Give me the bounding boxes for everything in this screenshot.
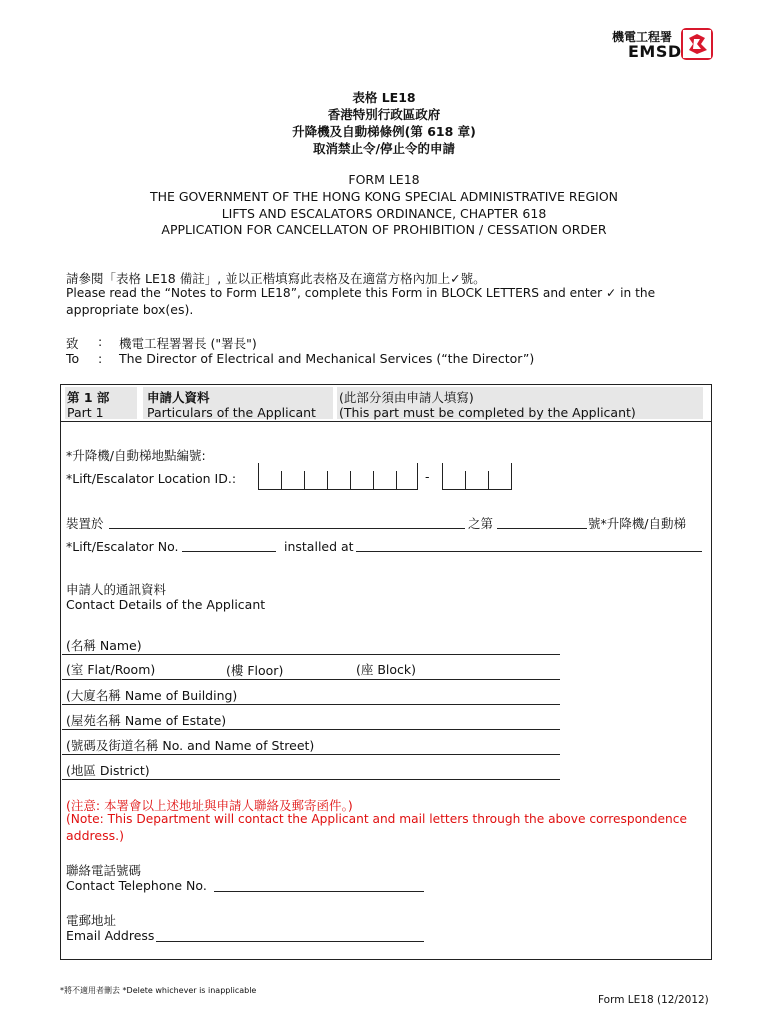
part1-note-en: (This part must be completed by the Applicant): [339, 405, 636, 420]
part1-heading-en: Particulars of the Applicant: [147, 405, 316, 420]
flat-floor-block-field[interactable]: [62, 679, 560, 680]
location-id-label-en: *Lift/Escalator Location ID.:: [66, 471, 237, 486]
addressee-cn: 機電工程署署長 ("署長"): [119, 336, 257, 351]
part1-header: [61, 385, 711, 422]
installed-address-cn-field[interactable]: [109, 528, 465, 529]
to-label-cn: 致: [66, 336, 79, 351]
lift-no-cn-field[interactable]: [497, 528, 587, 529]
addressee-en: The Director of Electrical and Mechanical Services (“the Director”): [119, 351, 535, 366]
estate-label: (屋苑名稱 Name of Estate): [66, 713, 227, 728]
building-field[interactable]: [62, 704, 560, 705]
lift-no-label-en: *Lift/Escalator No.: [66, 539, 179, 554]
part1-label-en: Part 1: [67, 405, 104, 420]
contact-details-cn: 申請人的通訊資料: [66, 582, 167, 597]
location-id-dash: -: [425, 469, 430, 484]
location-id-label-cn: *升降機/自動梯地點編號:: [66, 448, 206, 463]
estate-field[interactable]: [62, 729, 560, 730]
part1-note-cn: (此部分須由申請人填寫): [339, 390, 474, 405]
installed-at-en-field[interactable]: [356, 551, 702, 552]
form-reference: Form LE18 (12/2012): [598, 994, 709, 1006]
location-id-boxes[interactable]: [258, 463, 418, 490]
district-label: (地區 District): [66, 763, 150, 778]
instructions-cn: 請參閱「表格 LE18 備註」, 並以正楷填寫此表格及在適當方格內加上✓號。: [66, 271, 486, 286]
correspondence-note-cn: (注意: 本署會以上述地址與申請人聯絡及郵寄函件。): [66, 798, 353, 813]
title-en-1: FORM LE18: [348, 172, 420, 187]
instructions-en-1: Please read the “Notes to Form LE18”, complete this Form in BLOCK LETTERS and enter ✓ in the: [66, 286, 656, 300]
installed-cn-mid: 之第: [468, 516, 494, 531]
contact-details-en: Contact Details of the Applicant: [66, 597, 266, 612]
email-label-en: Email Address: [66, 928, 155, 943]
name-label: (名稱 Name): [66, 638, 142, 653]
title-cn-2: 香港特別行政區政府: [327, 107, 441, 122]
title-cn-3: 升降機及自動梯條例(第 618 章): [292, 124, 476, 139]
part1-label-cn: 第 1 部: [67, 390, 110, 405]
installed-at-label-en: installed at: [284, 539, 354, 554]
to-colon-en: :: [98, 351, 103, 366]
street-label: (號碼及街道名稱 No. and Name of Street): [66, 738, 315, 753]
block-label: (座 Block): [356, 662, 417, 677]
phone-label-cn: 聯絡電話號碼: [66, 863, 142, 878]
phone-label-en: Contact Telephone No.: [66, 878, 207, 893]
street-field[interactable]: [62, 754, 560, 755]
correspondence-note-en-2: address.): [66, 828, 124, 843]
email-field[interactable]: [156, 941, 424, 942]
to-label-en: To: [66, 351, 80, 366]
name-field[interactable]: [62, 654, 560, 655]
part1-heading-cn: 申請人資料: [147, 390, 210, 405]
building-label: (大廈名稱 Name of Building): [66, 688, 238, 703]
district-field[interactable]: [62, 779, 560, 780]
title-en-3: LIFTS AND ESCALATORS ORDINANCE, CHAPTER 618: [221, 206, 547, 221]
installed-cn-prefix: 裝置於: [66, 516, 104, 531]
title-en-2: THE GOVERNMENT OF THE HONG KONG SPECIAL ADMINISTRATIVE REGION: [149, 189, 619, 204]
to-colon-cn: :: [98, 334, 103, 349]
location-id-suffix-boxes[interactable]: [442, 463, 512, 490]
instructions-en-2: appropriate box(es).: [66, 302, 194, 317]
email-label-cn: 電郵地址: [66, 913, 117, 928]
flat-label: (室 Flat/Room): [66, 662, 156, 677]
title-cn-1: 表格 LE18: [352, 90, 416, 105]
title-cn-4: 取消禁止令/停止令的申請: [312, 141, 456, 156]
installed-cn-suffix: 號*升降機/自動梯: [588, 516, 686, 531]
footnote: *將不適用者刪去 *Delete whichever is inapplicable: [60, 986, 257, 995]
title-en-4: APPLICATION FOR CANCELLATON OF PROHIBITION / CESSATION ORDER: [161, 222, 607, 237]
floor-label: (樓 Floor): [226, 663, 284, 678]
logo-text-en: EMSD: [628, 42, 682, 61]
logo-text-cn: 機電工程署: [612, 30, 673, 44]
lift-no-en-field[interactable]: [182, 551, 276, 552]
emsd-logo-icon: [681, 28, 713, 60]
correspondence-note-en-1: (Note: This Department will contact the Applicant and mail letters through the above correspondence: [66, 812, 687, 826]
phone-field[interactable]: [214, 891, 424, 892]
